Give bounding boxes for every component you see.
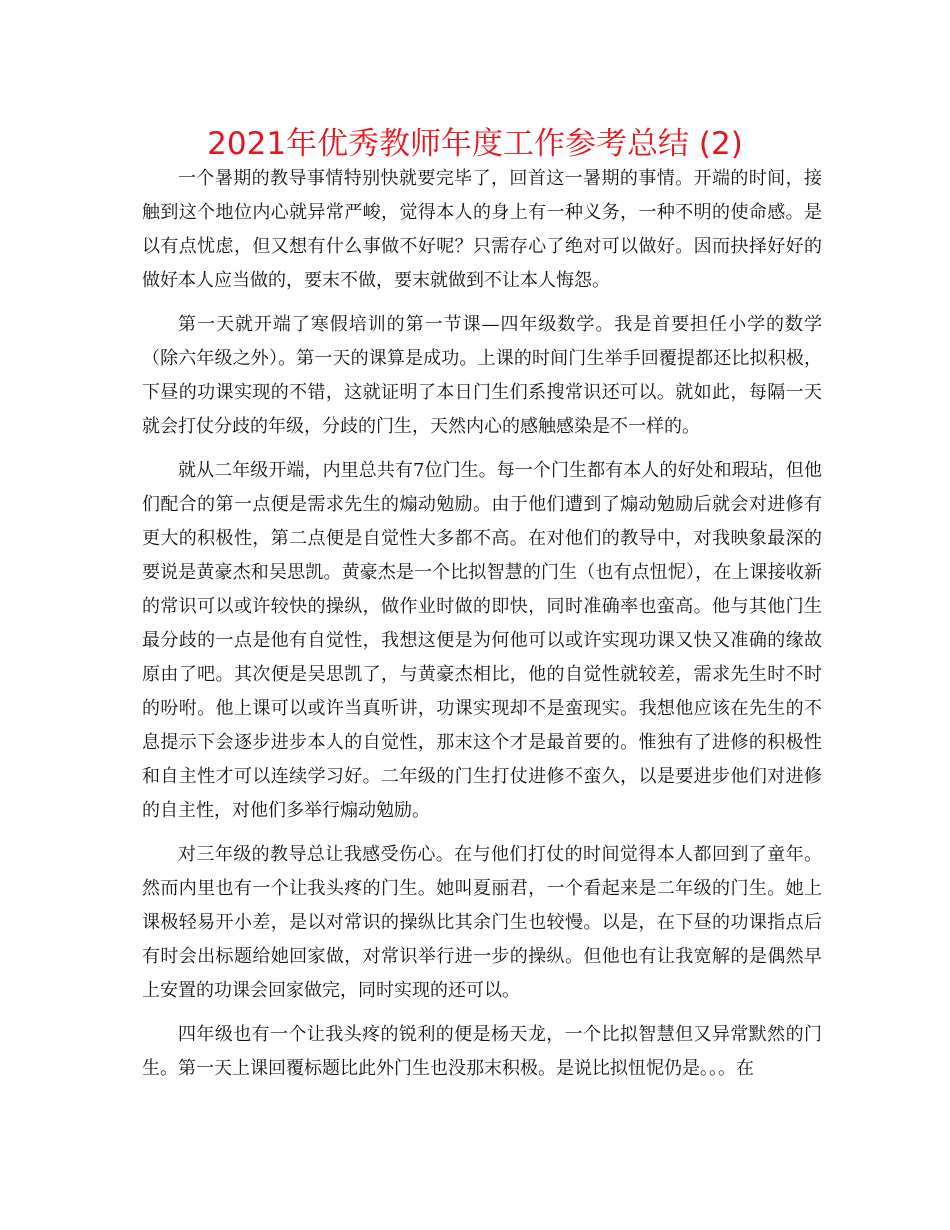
document-title: 2021年优秀教师年度工作参考总结 (2) xyxy=(207,126,743,162)
paragraph-5: 四年级也有一个让我头疼的锐利的便是杨天龙，一个比拟智慧但又异常默然的门生。第一天上课回覆标题比此外门生也没那末积极。是说比拟忸怩仍是。。。在 xyxy=(142,1024,822,1079)
paragraph-2: 第一天就开端了寒假培训的第一节课—四年级数学。我是首要担任小学的数学（除六年级之外）。第一天的课算是成功。上课的时间门生举手回覆提都还比拟积极，下昼的功课实现的不错，这就证明了本日门生们系搜常识还可以。就如此，每隔一天就会打仗分歧的年级，分歧的门生，天然内心的感触感染是不一样的。 xyxy=(142,314,822,437)
paragraph-3: 就从二年级开端，内里总共有7位门生。每一个门生都有本人的好处和瑕玷，但他们配合的第一点便是需求先生的煽动勉励。由于他们遭到了煽动勉励后就会对进修有更大的积极性，第二点便是自觉性大多都不高。在对他们的教导中，对我映象最深的要说是黄豪杰和吴思凯。黄豪杰是一个比拟智慧的门生（也有点忸怩），在上课接收新的常识可以或许较快的操纵，做作业时做的即快，同时准确率也蛮高。他与其他门生最分歧的一点是他有自觉性，我想这便是为何他可以或许实现功课又快又准确的缘故原由了吧。其次便是吴思凯了，与黄豪杰相比，他的自觉性就较差，需求先生时不时的吩咐。他上课可以或许当真听讲，功课实现却不是蛮现实。我想他应该在先生的不息提示下会逐步进步本人的自觉性，那末这个才是最首要的。惟独有了进修的积极性和自主性才可以连续学习好。二年级的门生打仗进修不蛮久，以是要进步他们对进修的自主性，对他们多举行煽动勉励。 xyxy=(142,460,822,821)
document-body xyxy=(142,162,822,1086)
paragraph-1: 一个暑期的教导事情特别快就要完毕了，回首这一暑期的事情。开端的时间，接触到这个地位内心就异常严峻，觉得本人的身上有一种义务，一种不明的使命感。是以有点忧虑，但又想有什么事做不好呢？只需存心了绝对可以做好。因而抉择好好的做好本人应当做的，要末不做，要末就做到不让本人悔怨。 xyxy=(142,168,822,291)
paragraph-4: 对三年级的教导总让我感受伤心。在与他们打仗的时间觉得本人都回到了童年。然而内里也有一个让我头疼的门生。她叫夏丽君，一个看起来是二年级的门生。她上课极轻易开小差，是以对常识的操纵比其余门生也较慢。以是，在下昼的功课指点后有时会出标题给她回家做，对常识举行进一步的操纵。但他也有让我宽解的是偶然早上安置的功课会回家做完，同时实现的还可以。 xyxy=(142,844,822,1001)
